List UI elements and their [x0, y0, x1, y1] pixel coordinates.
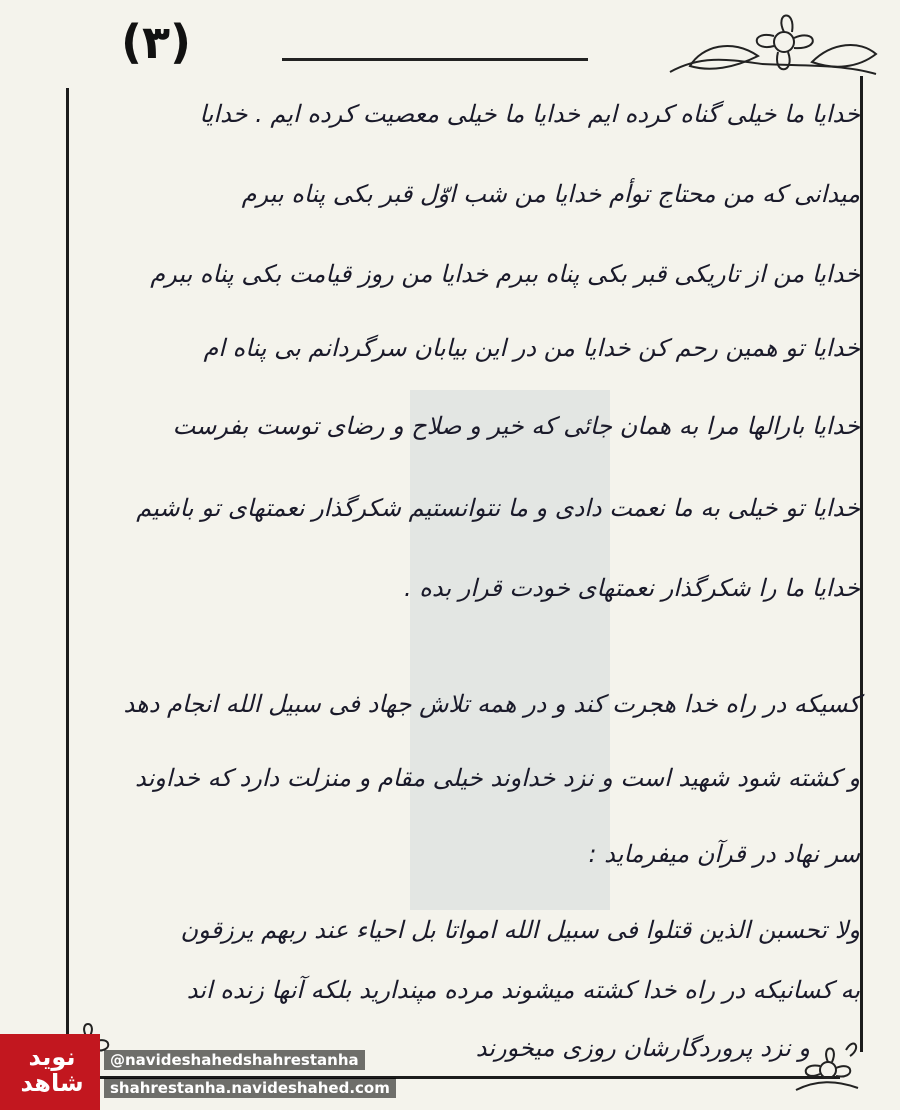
site-url: shahrestanha.navideshahed.com — [104, 1078, 396, 1098]
header-rule — [282, 58, 588, 61]
text-line: خدایا تو خیلی به ما نعمت دادی و ما نتوانستیم شکرگذار نعمتهای تو باشیم — [136, 494, 860, 522]
frame-left-border — [66, 88, 69, 1038]
social-handle: @navideshahedshahrestanha — [104, 1050, 365, 1070]
text-line: میدانی که من محتاج توأم خدایا من شب اوّل قبر بکی پناه ببرم — [241, 180, 860, 208]
text-line: خدایا ما را شکرگذار نعمتهای خودت قرار بده . — [404, 574, 860, 602]
show-through-shadow — [410, 390, 610, 910]
frame-right-border — [860, 76, 863, 1052]
text-line: ولا تحسبن الذین قتلوا فی سبیل الله امواتا بل احیاء عند ربهم یرزقون — [180, 916, 860, 944]
text-line: خدایا تو همین رحم کن خدایا من در این بیابان سرگردانم بی پناه ام — [203, 334, 860, 362]
text-line: خدایا ما خیلی گناه کرده ایم خدایا ما خیلی معصیت کرده ایم . خدایا — [199, 100, 860, 128]
text-line: خدایا من از تاریکی قبر بکی پناه ببرم خدایا من روز قیامت بکی پناه ببرم — [150, 260, 860, 288]
flower-icon — [792, 1030, 862, 1100]
text-line: خدایا بارالها مرا به همان جائی که خیر و صلاح و رضای توست بفرست — [172, 412, 860, 440]
text-line: سر نهاد در قرآن میفرماید : — [588, 840, 860, 868]
flower-icon — [662, 2, 884, 86]
text-line: و نزد پروردگارشان روزی میخورند — [475, 1034, 810, 1062]
text-line: کسیکه در راه خدا هجرت کند و در همه تلاش جهاد فی سبیل الله انجام دهد — [123, 690, 860, 718]
page-number: (۳) — [120, 15, 192, 69]
site-logo — [0, 1034, 100, 1110]
site-logo-text: نوید شاهد — [20, 1043, 84, 1097]
text-line: به کسانیکه در راه خدا کشته میشوند مرده مپندارید بلکه آنها زنده اند — [186, 976, 860, 1004]
watermark — [0, 1034, 470, 1110]
text-line: و کشته شود شهید است و نزد خداوند خیلی مقام و منزلت دارد که خداوند — [135, 764, 860, 792]
